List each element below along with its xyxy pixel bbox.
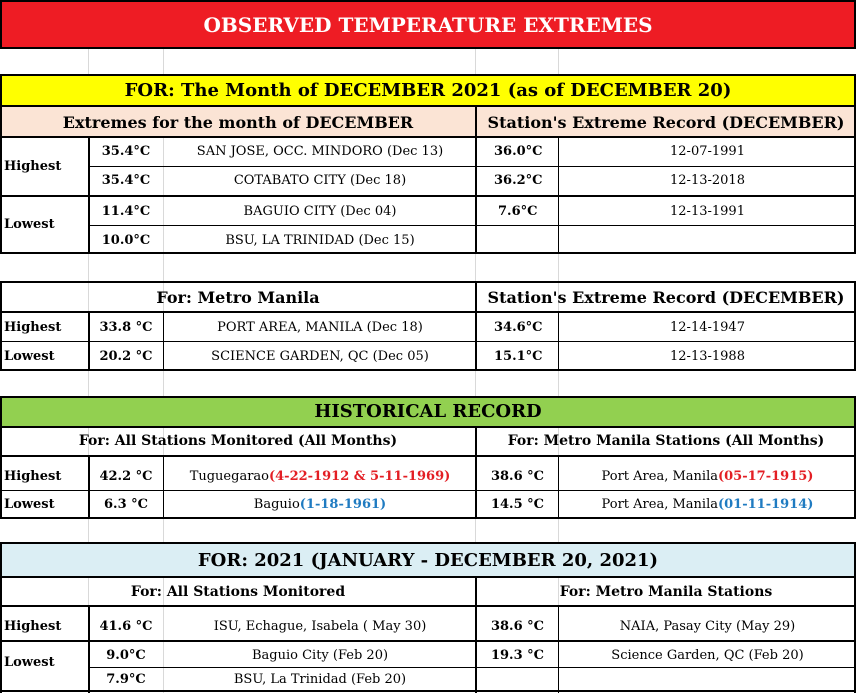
rule (88, 166, 856, 167)
year-row-temp: 7.9°C (106, 671, 146, 687)
year-row-temp: 41.6 °C (99, 618, 153, 634)
rule (0, 605, 856, 607)
month-left-header: Extremes for the month of DECEMBER (0, 107, 476, 137)
metro-highest-label: Highest (4, 320, 62, 335)
rule (0, 281, 2, 371)
rule (88, 137, 90, 254)
rule (163, 311, 164, 371)
historical-row-temp: 42.2 °C (99, 468, 153, 484)
month-row-station: COTABATO CITY (Dec 18) (233, 173, 407, 188)
rule (0, 396, 2, 519)
month-banner: FOR: The Month of DECEMBER 2021 (as of DECEMBER 20) (0, 74, 856, 107)
metro-row-temp: 20.2 °C (99, 348, 153, 364)
historical-row-station (164, 462, 476, 490)
rule (558, 455, 559, 519)
rule (0, 576, 856, 578)
rule (0, 281, 856, 283)
historical-highest-label: Highest (4, 468, 62, 484)
year-right-header: For: Metro Manila Stations (559, 583, 773, 600)
rule (558, 605, 559, 693)
rule (475, 281, 477, 371)
rule (0, 490, 856, 491)
rule (475, 107, 477, 254)
metro-row-record-date: 12-13-1988 (670, 348, 745, 364)
month-row-temp: 35.4°C (101, 173, 151, 188)
page-title: OBSERVED TEMPERATURE EXTREMES (0, 0, 856, 49)
year-banner: FOR: 2021 (JANUARY - DECEMBER 20, 2021) (0, 543, 856, 577)
rule (558, 137, 559, 254)
month-highest-label: Highest (4, 158, 62, 174)
metro-row-record-date: 12-14-1947 (670, 320, 745, 335)
rule (0, 426, 856, 428)
month-row-record-date: 12-07-1991 (670, 144, 745, 159)
rule (0, 517, 856, 519)
station-name: Port Area, Manila (601, 496, 718, 512)
month-lowest-label: Lowest (4, 216, 55, 232)
rule (163, 455, 164, 519)
rule (0, 369, 856, 371)
rule (88, 311, 90, 371)
rule (0, 542, 2, 693)
rule (558, 311, 559, 371)
rule (0, 640, 856, 642)
record-date: (01-11-1914) (717, 496, 814, 512)
historical-mm-temp: 14.5 °C (490, 496, 545, 512)
month-row-record-temp: 36.0°C (494, 144, 543, 159)
historical-banner: HISTORICAL RECORD (0, 396, 856, 426)
rule (0, 252, 856, 254)
metro-lowest-label: Lowest (4, 348, 55, 364)
month-row-record-date: 12-13-2018 (670, 173, 745, 188)
rule (0, 396, 856, 398)
rule (88, 605, 90, 693)
month-row-record-temp: 7.6°C (498, 203, 538, 219)
year-row-station: BSU, La Trinidad (Feb 20) (233, 671, 407, 687)
metro-row-record-temp: 15.1°C (494, 348, 543, 364)
month-row-station: BSU, LA TRINIDAD (Dec 15) (225, 232, 415, 248)
metro-row-station: SCIENCE GARDEN, QC (Dec 05) (211, 348, 429, 364)
month-row-station: BAGUIO CITY (Dec 04) (243, 203, 397, 219)
historical-mm-station (559, 490, 856, 518)
rule (475, 576, 477, 693)
month-row-station: SAN JOSE, OCC. MINDORO (Dec 13) (196, 144, 444, 159)
month-row-temp: 35.4°C (101, 144, 151, 159)
month-row-temp: 11.4°C (101, 203, 151, 219)
record-date: (05-17-1915) (717, 468, 814, 484)
station-name: Port Area, Manila (601, 468, 718, 484)
year-row-station: Baguio City (Feb 20) (251, 647, 389, 663)
rule (0, 107, 2, 254)
year-mm-station: NAIA, Pasay City (May 29) (619, 618, 796, 634)
historical-lowest-label: Lowest (4, 496, 55, 512)
rule (88, 455, 90, 519)
rule (475, 426, 477, 519)
year-mm-temp: 38.6 °C (490, 618, 545, 634)
year-row-station: ISU, Echague, Isabela ( May 30) (213, 618, 427, 634)
rule (0, 136, 856, 138)
metro-row-record-temp: 34.6°C (494, 320, 543, 335)
year-row-temp: 9.0°C (106, 647, 146, 663)
year-lowest-label: Lowest (4, 654, 55, 670)
historical-left-header: For: All Stations Monitored (All Months) (78, 433, 398, 449)
year-left-header: For: All Stations Monitored (130, 583, 346, 600)
rule (0, 195, 856, 197)
rule (0, 542, 856, 544)
historical-mm-station (559, 462, 856, 490)
rule (0, 455, 856, 457)
record-date: (4-22-1912 & 5-11-1969) (268, 468, 451, 484)
historical-row-temp: 6.3 °C (104, 496, 148, 512)
record-date: (1-18-1961) (299, 496, 387, 512)
year-highest-label: Highest (4, 618, 62, 634)
rule (88, 667, 856, 668)
month-right-header: Station's Extreme Record (DECEMBER) (476, 107, 856, 137)
station-name: Baguio (253, 496, 300, 512)
rule (0, 311, 856, 313)
historical-mm-temp: 38.6 °C (490, 468, 545, 484)
rule (0, 341, 856, 342)
historical-right-header: For: Metro Manila Stations (All Months) (507, 433, 825, 449)
station-name: Tuguegarao (189, 468, 269, 484)
year-mm-station: Science Garden, QC (Feb 20) (611, 647, 804, 663)
month-row-record-date: 12-13-1991 (670, 203, 745, 219)
metro-row-temp: 33.8 °C (99, 320, 153, 335)
rule (88, 225, 856, 226)
month-row-record-temp: 36.2°C (494, 173, 543, 188)
metro-right-header: Station's Extreme Record (DECEMBER) (487, 287, 845, 307)
month-row-temp: 10.0°C (101, 232, 151, 248)
historical-row-station (164, 490, 476, 518)
year-mm-temp: 19.3 °C (490, 647, 545, 663)
rule (0, 690, 856, 692)
metro-row-station: PORT AREA, MANILA (Dec 18) (217, 320, 423, 335)
metro-left-header: For: Metro Manila (156, 287, 320, 307)
